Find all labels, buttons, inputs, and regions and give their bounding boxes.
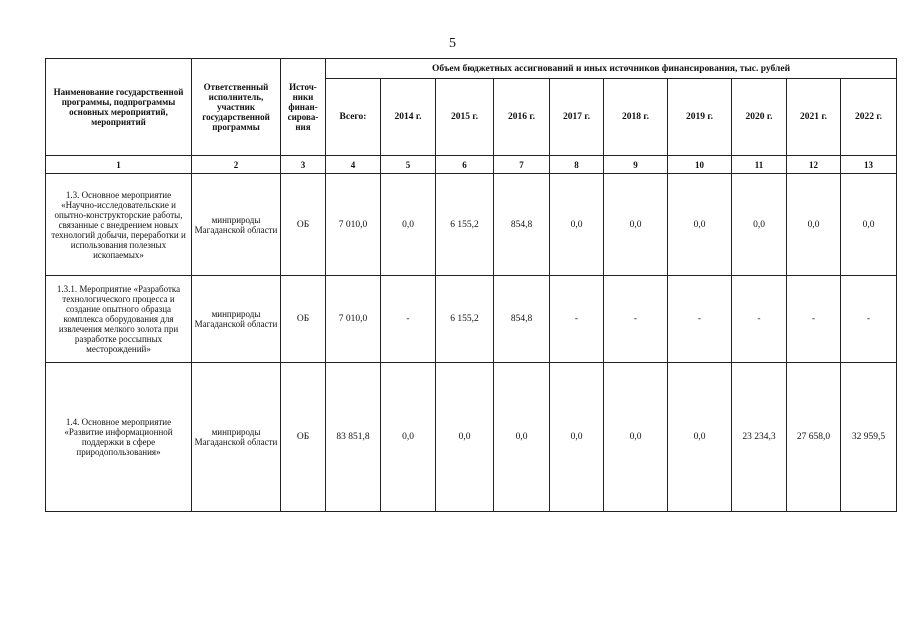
column-number: 5	[381, 156, 436, 174]
column-number: 9	[604, 156, 668, 174]
row-value: 0,0	[668, 174, 732, 276]
row-responsible: минприроды Магаданской области	[192, 363, 281, 512]
row-value: 23 234,3	[732, 363, 787, 512]
budget-table	[45, 58, 897, 512]
row-value: -	[841, 276, 897, 363]
row-responsible: минприроды Магаданской области	[192, 276, 281, 363]
header-budget-group: Объем бюджетных ассигнований и иных источников финансирования, тыс. рублей	[326, 59, 897, 79]
row-source: ОБ	[281, 174, 326, 276]
column-number: 4	[326, 156, 381, 174]
column-number: 6	[436, 156, 494, 174]
row-value: -	[604, 276, 668, 363]
row-value: 7 010,0	[326, 174, 381, 276]
header-year: 2018 г.	[604, 79, 668, 156]
row-value: -	[787, 276, 841, 363]
table-row	[46, 174, 897, 276]
header-responsible: Ответственный исполнитель, участник государственной программы	[192, 59, 281, 156]
header-year: 2016 г.	[494, 79, 550, 156]
row-value: 0,0	[381, 363, 436, 512]
row-value: 0,0	[381, 174, 436, 276]
row-name: 1.4. Основное мероприятие «Развитие информационной поддержки в сфере природопользования»	[46, 363, 192, 512]
row-value: 0,0	[668, 363, 732, 512]
row-value: 0,0	[550, 174, 604, 276]
column-number: 13	[841, 156, 897, 174]
row-value: -	[381, 276, 436, 363]
row-value: 0,0	[604, 363, 668, 512]
row-value: 854,8	[494, 276, 550, 363]
column-number: 7	[494, 156, 550, 174]
row-value: 32 959,5	[841, 363, 897, 512]
row-responsible: минприроды Магаданской области	[192, 174, 281, 276]
row-value: 0,0	[841, 174, 897, 276]
row-value: 0,0	[494, 363, 550, 512]
row-value: 6 155,2	[436, 174, 494, 276]
header-year: 2017 г.	[550, 79, 604, 156]
column-number: 10	[668, 156, 732, 174]
row-value: -	[550, 276, 604, 363]
table-row	[46, 363, 897, 512]
header-year: 2020 г.	[732, 79, 787, 156]
header-name: Наименование государственной программы, подпрограммы основных мероприятий, мероприятий	[46, 59, 192, 156]
row-value: 27 658,0	[787, 363, 841, 512]
header-year: 2022 г.	[841, 79, 897, 156]
column-number: 11	[732, 156, 787, 174]
row-source: ОБ	[281, 363, 326, 512]
row-value: 0,0	[604, 174, 668, 276]
row-value: 0,0	[550, 363, 604, 512]
row-value: 0,0	[436, 363, 494, 512]
row-value: 7 010,0	[326, 276, 381, 363]
row-value: 83 851,8	[326, 363, 381, 512]
page-number: 5	[449, 36, 456, 51]
column-number: 2	[192, 156, 281, 174]
row-value: 0,0	[787, 174, 841, 276]
row-value: 6 155,2	[436, 276, 494, 363]
header-year: 2015 г.	[436, 79, 494, 156]
header-year: 2021 г.	[787, 79, 841, 156]
header-source: Источ-ники финан-сирова-ния	[281, 59, 326, 156]
row-value: -	[732, 276, 787, 363]
row-value: 0,0	[732, 174, 787, 276]
column-number: 12	[787, 156, 841, 174]
column-number: 1	[46, 156, 192, 174]
row-name: 1.3.1. Мероприятие «Разработка технологического процесса и создание опытного образца комплекса оборудования для извлечения мелкого золота при разработке россыпных месторождений»	[46, 276, 192, 363]
row-source: ОБ	[281, 276, 326, 363]
header-year: 2019 г.	[668, 79, 732, 156]
column-number: 3	[281, 156, 326, 174]
row-name: 1.3. Основное мероприятие «Научно-исследовательские и опытно-конструкторские работы, связанные с внедрением новых технологий добычи, переработки и использования полезных ископаемых»	[46, 174, 192, 276]
row-value: 854,8	[494, 174, 550, 276]
header-row	[46, 59, 897, 79]
column-number: 8	[550, 156, 604, 174]
row-value: -	[668, 276, 732, 363]
table-row	[46, 276, 897, 363]
header-year: 2014 г.	[381, 79, 436, 156]
column-number-row	[46, 156, 897, 174]
header-year: Всего:	[326, 79, 381, 156]
